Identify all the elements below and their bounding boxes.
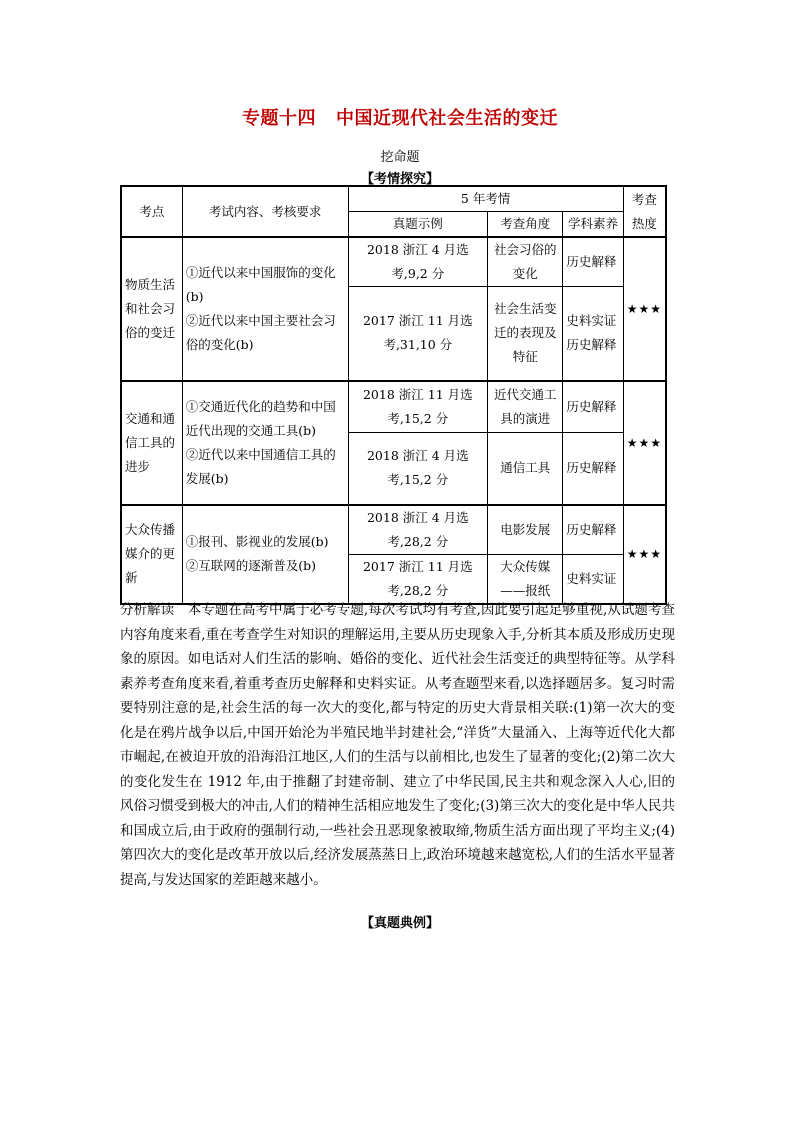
angle-cell: 社会习俗的变化 <box>488 237 563 287</box>
header-heat-line1: 考查 <box>631 191 657 207</box>
literacy-cell: 历史解释 <box>563 433 623 505</box>
heat-stars: ★★★ <box>623 237 666 381</box>
header-content: 考试内容、考核要求 <box>182 186 348 237</box>
example-cell: 2018 浙江 11 月选考,15,2 分 <box>348 381 488 433</box>
literacy-cell: 史料实证 <box>563 554 623 604</box>
footer-label: 【真题典例】 <box>360 916 439 931</box>
example-cell: 2018 浙江 4 月选考,15,2 分 <box>348 433 488 505</box>
angle-cell: 近代交通工具的演进 <box>488 381 563 433</box>
header-kaodian: 考点 <box>121 186 182 237</box>
literacy-cell: 历史解释 <box>563 381 623 433</box>
content-item: ①近代以来中国服饰的变化(b) <box>185 264 336 304</box>
header-heat-line2: 热度 <box>631 215 657 231</box>
example-cell: 2018 浙江 4 月选考,28,2 分 <box>348 505 488 555</box>
topic-cell: 交通和通信工具的进步 <box>121 381 182 505</box>
content-cell <box>182 381 348 505</box>
angle-cell: 通信工具 <box>488 433 563 505</box>
example-cell: 2017 浙江 11 月选考,31,10 分 <box>348 287 488 381</box>
angle-cell: 电影发展 <box>488 505 563 555</box>
content-item: ②近代以来中国通信工具的发展(b) <box>185 446 336 486</box>
header-literacy: 学科素养 <box>563 212 623 238</box>
analysis-paragraph: 分析解读 本专题在高考中属于必考专题,每次考试均有考查,因此要引起足够重视,从试题考查内容角度来看,重在考查学生对知识的理解运用,主要从历史现象入手,分析其本质及形成历史现象的原因。如电话对人们生活的影响、婚俗的变化、近代社会生活变迁的典型特征等。从学科素养考查角度来看,着重考查历史解释和史料实证。从考查题型来看,以选择题居多。复习时需要特别注意的是,社会生活的每一次大的变化,都与特定的历史大背景相关联:(1)第一次大的变化是在鸦片战争以后,中国开始沦为半殖民地半封建社会,“洋货”大量涌入、上海等近代化大都市崛起,在被迫开放的沿海沿江地区,人们的生活与以前相比,也发生了显著的变化;(2)第二次大的变化发生在 1912 年,由于推翻了封建帝制、建立了中华民国,民主共和观念深入人心,旧的风俗习惯受到极大的冲击,人们的精神生活相应地发生了变化;(3)第三次大的变化是中华人民共和国成立后,由于政府的强制行动,一些社会丑恶现象被取缔,物质生活方面出现了平均主义;(4)第四次大的变化是改革开放以后,经济发展蒸蒸日上,政治环境越来越宽松,人们的生活水平显著提高,与发达国家的差距越来越小。 <box>120 602 675 888</box>
content-cell <box>182 237 348 381</box>
content-item: ②近代以来中国主要社会习俗的变化(b) <box>185 312 336 352</box>
content-item: ②互联网的逐渐普及(b) <box>185 558 317 573</box>
title-part2: 中国近现代社会生活的变迁 <box>336 108 558 129</box>
exam-info-table <box>120 185 667 605</box>
content-cell <box>182 505 348 604</box>
subtitle: 挖命题 <box>380 150 420 165</box>
title-part1: 专题十四 <box>242 108 316 129</box>
header-angle: 考查角度 <box>488 212 563 238</box>
literacy-cell: 历史解释 <box>563 237 623 287</box>
content-item: ①报刊、影视业的发展(b) <box>185 534 329 549</box>
content-item: ①交通近代化的趋势和中国近代出现的交通工具(b) <box>185 398 336 438</box>
angle-cell: 社会生活变迁的表现及特征 <box>488 287 563 381</box>
header-example: 真题示例 <box>348 212 488 238</box>
heat-stars: ★★★ <box>623 381 666 505</box>
topic-cell: 物质生活和社会习俗的变迁 <box>121 237 182 381</box>
literacy-cell: 历史解释 <box>563 505 623 555</box>
heat-stars: ★★★ <box>623 505 666 604</box>
page-title <box>0 104 800 130</box>
literacy-cell: 史料实证 历史解释 <box>563 287 623 381</box>
example-cell: 2017 浙江 11 月选考,28,2 分 <box>348 554 488 604</box>
topic-cell: 大众传播媒介的更新 <box>121 505 182 604</box>
header-heat <box>623 186 666 237</box>
angle-cell: 大众传媒——报纸 <box>488 554 563 604</box>
section-label: 【考情探究】 <box>360 172 439 187</box>
example-cell: 2018 浙江 4 月选考,9,2 分 <box>348 237 488 287</box>
header-five-year: 5 年考情 <box>348 186 623 212</box>
